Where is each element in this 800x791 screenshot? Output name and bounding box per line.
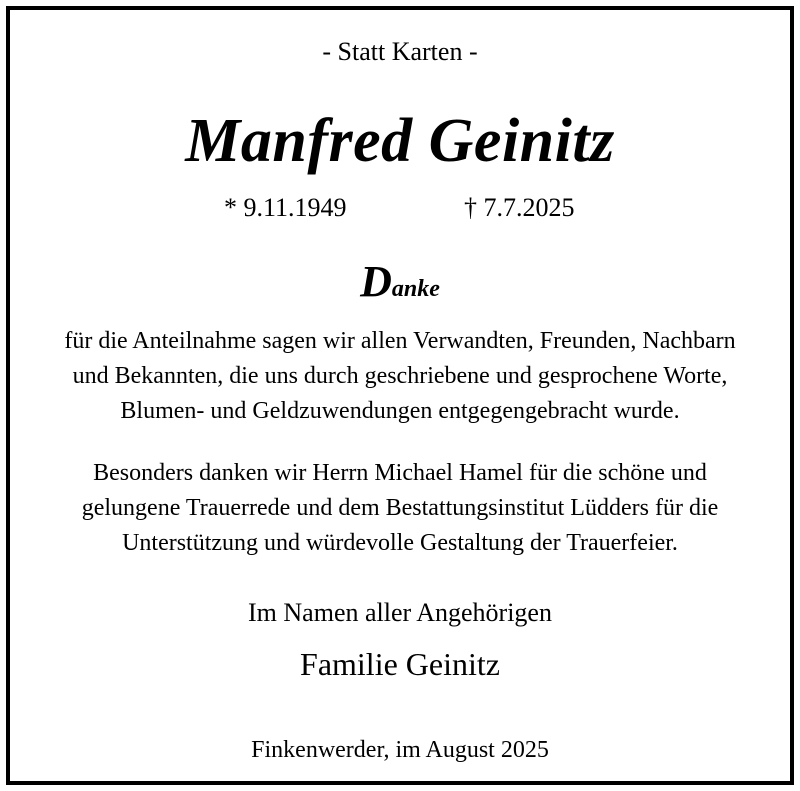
family-signature: Familie Geinitz	[300, 646, 500, 682]
closing-line: Im Namen aller Angehörigen	[248, 598, 552, 627]
thanks-initial: D	[360, 257, 392, 306]
thanks-rest: anke	[391, 276, 440, 302]
birth-date: * 9.11.1949	[224, 193, 347, 222]
obituary-card	[6, 6, 794, 785]
special-thanks-paragraph	[10, 456, 790, 561]
life-dates	[10, 193, 790, 227]
special-thanks-line: Besonders danken wir Herrn Michael Hamel für die schöne und	[93, 460, 707, 486]
death-date: † 7.7.2025	[464, 193, 575, 222]
special-thanks-line: Unterstützung und würdevolle Gestaltung der Trauerfeier.	[122, 530, 678, 556]
place-date: Finkenwerder, im August 2025	[251, 737, 549, 763]
thanks-paragraph-line: für die Anteilnahme sagen wir allen Verwandten, Freunden, Nachbarn	[64, 328, 736, 354]
thanks-paragraph	[10, 324, 790, 429]
notice-subtitle: - Statt Karten -	[322, 37, 478, 66]
deceased-name: Manfred Geinitz	[185, 107, 615, 175]
thanks-paragraph-line: und Bekannten, die uns durch geschriebene und gesprochene Worte,	[72, 363, 728, 389]
thanks-heading	[10, 256, 790, 307]
thanks-paragraph-line: Blumen- und Geldzuwendungen entgegengebracht wurde.	[120, 398, 680, 424]
special-thanks-line: gelungene Trauerrede und dem Bestattungsinstitut Lüdders für die	[81, 495, 719, 521]
